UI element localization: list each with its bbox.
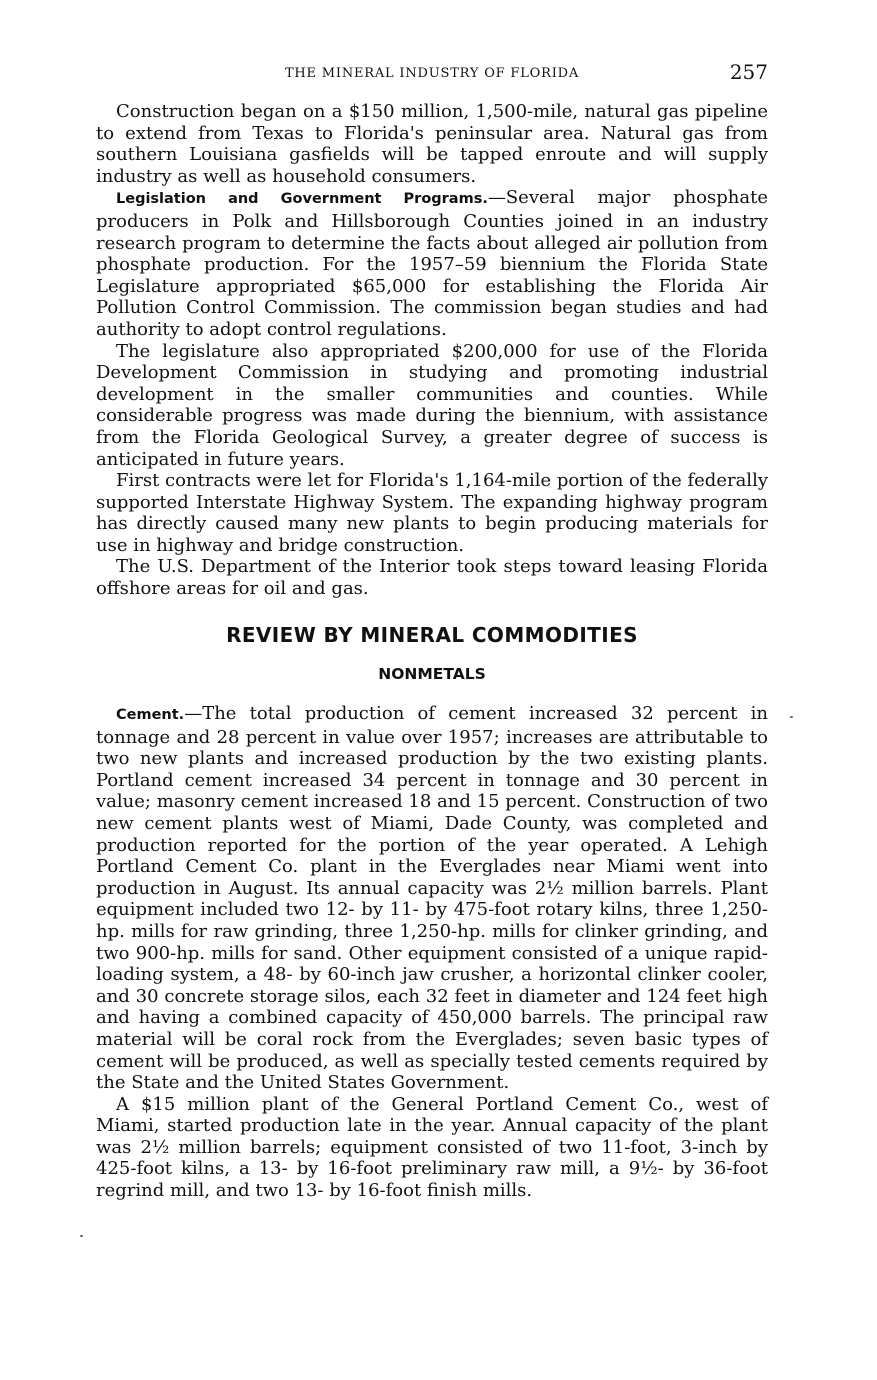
paragraph: Construction began on a $150 million, 1,500-mile, natural gas pipeline to extend from Texas to Florida's peninsular area. Natural gas from southern Louisiana gasfields will be tapped enroute and will supply industry as well as household consumers. — [96, 101, 768, 187]
nonmetals-text-block — [96, 703, 768, 1202]
paragraph: First contracts were let for Florida's 1,164-mile portion of the federally supported Interstate Highway System. The expanding highway program has directly caused many new plants to begin producing materials for use in highway and bridge construction. — [96, 470, 768, 556]
run-in-heading: Cement. — [116, 707, 185, 723]
intro-text-block — [96, 101, 768, 600]
paragraph: Cement.—The total production of cement increased 32 percent in tonnage and 28 percent in value over 1957; increases are attributable to two new plants and increased production by the two existing plants. Portland cement increased 34 percent in tonnage and 30 percent in value; masonry cement increased 18 and 15 percent. Construction of two new cement plants west of Miami, Dade County, was completed and production reported for the portion of the year operated. A Lehigh Portland Cement Co. plant in the Everglades near Miami went into production in August. Its annual capacity was 2½ million barrels. Plant equipment included two 12- by 11- by 475-foot rotary kilns, three 1,250-hp. mills for raw grinding, three 1,250-hp. mills for clinker grinding, and two 900-hp. mills for sand. Other equipment consisted of a unique rapid-loading system, a 48- by 60-inch jaw crusher, a horizontal clinker cooler, and 30 concrete storage silos, each 32 feet in diameter and 124 feet high and having a combined capacity of 450,000 barrels. The principal raw material will be coral rock from the Everglades; seven basic types of cement will be produced, as well as specially tested cements required by the State and the United States Government. — [96, 703, 768, 1094]
paragraph: The legislature also appropriated $200,000 for use of the Florida Development Commission in studying and promoting industrial development in the smaller communities and counties. While considerable progress was made during the biennium, with assistance from the Florida Geological Survey, a greater degree of success is anticipated in future years. — [96, 340, 768, 470]
page-header — [96, 60, 768, 90]
paragraph: A $15 million plant of the General Portland Cement Co., west of Miami, started production late in the year. Annual capacity of the plant was 2½ million barrels; equipment consisted of two 11-foot, 3-inch by 425-foot kilns, a 13- by 16-foot preliminary raw mill, a 9½- by 36-foot regrind mill, and two 13- by 16-foot finish mills. — [96, 1093, 768, 1202]
run-in-heading: Legislation and Government Programs. — [116, 191, 488, 208]
scan-speck — [790, 716, 793, 718]
running-title: THE MINERAL INDUSTRY OF FLORIDA — [284, 66, 580, 81]
page-number: 257 — [729, 60, 768, 84]
paragraph: The U.S. Department of the Interior took steps toward leasing Florida offshore areas for oil and gas. — [96, 556, 768, 600]
scan-speck — [80, 1235, 83, 1237]
subsection-heading: NONMETALS — [378, 665, 486, 683]
section-heading: REVIEW BY MINERAL COMMODITIES — [226, 623, 638, 647]
paragraph: Legislation and Government Programs.—Several major phosphate producers in Polk and Hillsborough Counties joined in an industry research program to determine the facts about alleged air pollution from phosphate production. For the 1957–59 biennium the Florida State Legislature appropriated $65,000 for establishing the Florida Air Pollution Control Commission. The commission began studies and had authority to adopt control regulations. — [96, 187, 768, 340]
